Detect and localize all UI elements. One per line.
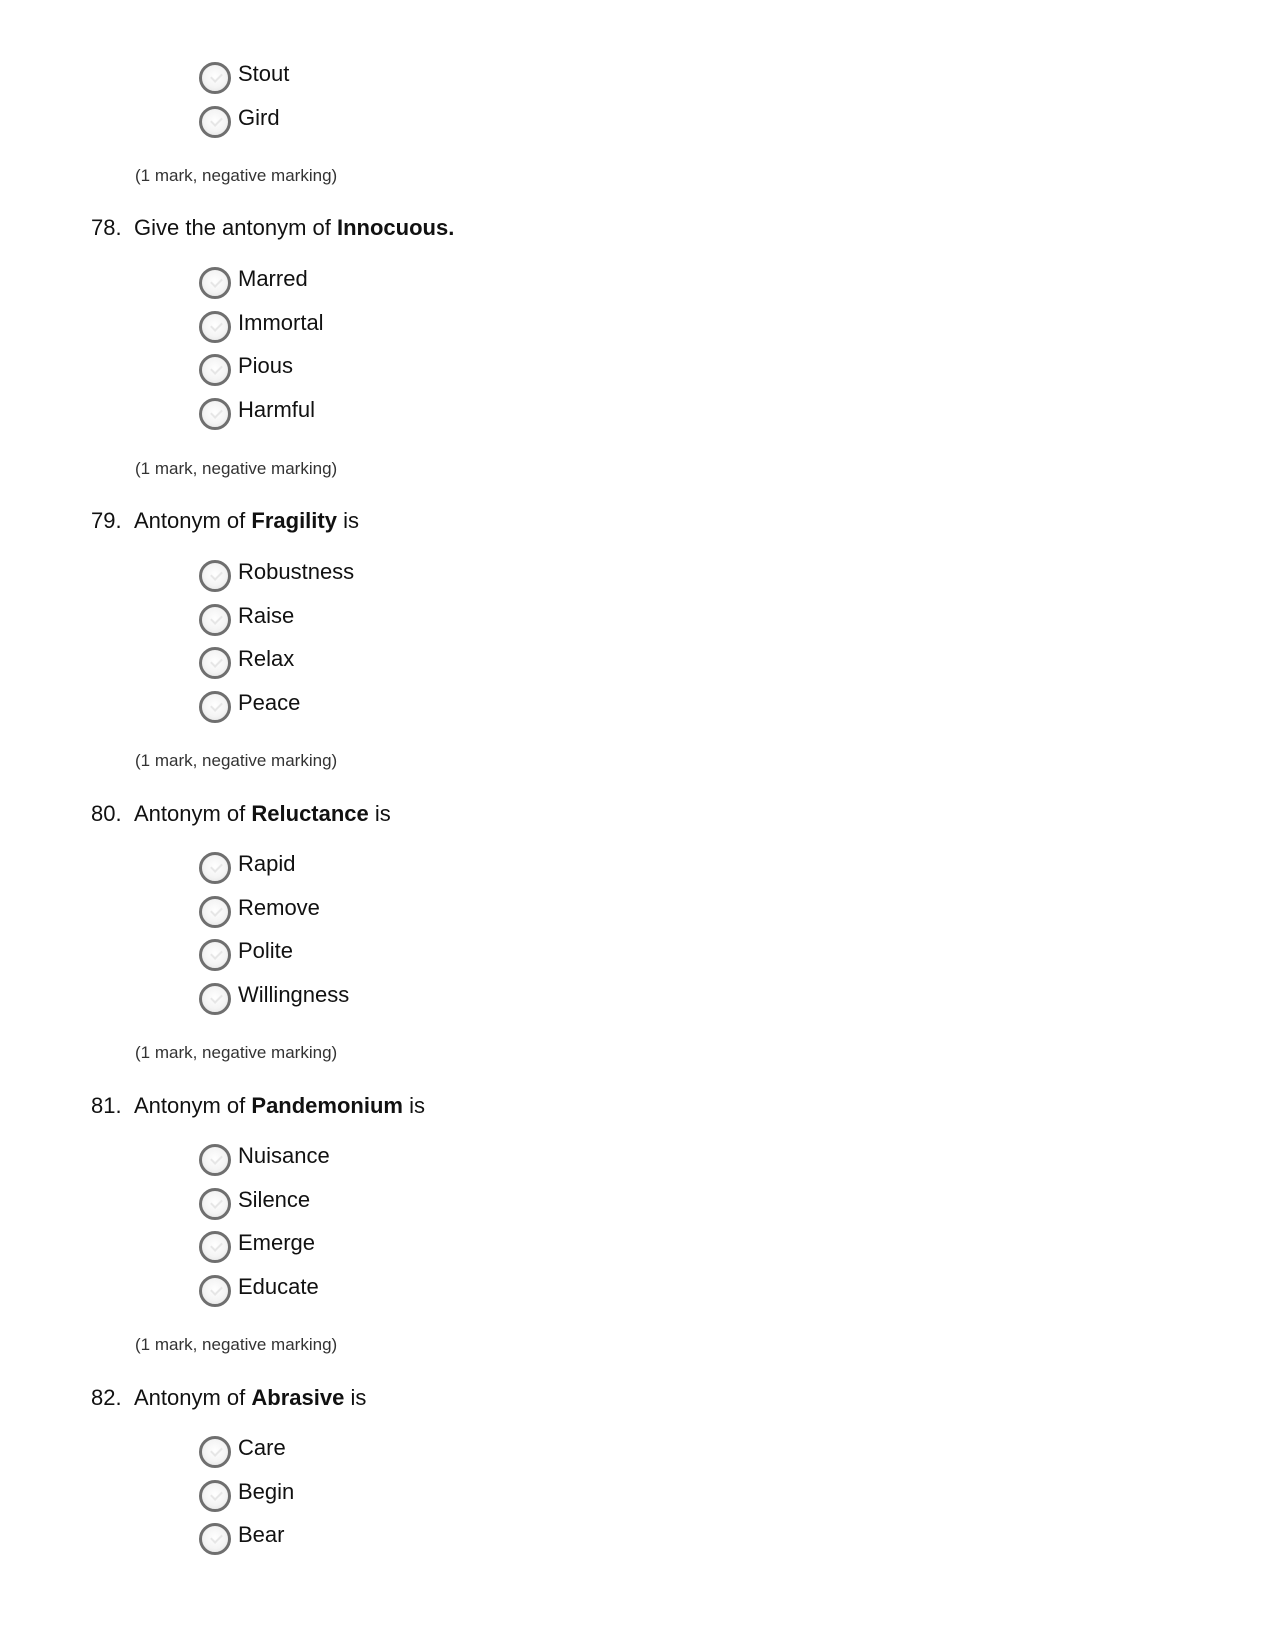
q78-option-1[interactable] (199, 265, 308, 301)
question-number: 80. (91, 801, 122, 826)
option-label: Begin (238, 1479, 295, 1504)
option-label: Stout (238, 61, 290, 86)
q80-option-1[interactable] (199, 850, 295, 886)
question-prefix: Antonym of (134, 801, 252, 826)
option-label: Pious (238, 353, 294, 378)
radio-button[interactable] (199, 983, 231, 1015)
option-label: Willingness (238, 982, 350, 1007)
radio-button[interactable] (199, 1188, 231, 1220)
question-prefix: Give the antonym of (134, 215, 337, 240)
q80-question (91, 801, 391, 827)
question-prefix: Antonym of (134, 1385, 252, 1410)
q79-option-2[interactable] (199, 602, 294, 638)
q79-option-1[interactable] (199, 558, 354, 594)
radio-button[interactable] (199, 62, 231, 94)
question-term: Abrasive (251, 1385, 345, 1410)
radio-button[interactable] (199, 1275, 231, 1307)
option-label: Immortal (238, 310, 324, 335)
option-label: Remove (238, 895, 320, 920)
option-label: Emerge (238, 1230, 316, 1255)
option-label: Relax (238, 646, 295, 671)
q82-option-1[interactable] (199, 1434, 286, 1470)
radio-button[interactable] (199, 1231, 231, 1263)
question-term: Fragility (251, 508, 337, 533)
q78-option-3[interactable] (199, 352, 293, 388)
q79-marks-note: (1 mark, negative marking) (135, 751, 338, 770)
radio-button[interactable] (199, 647, 231, 679)
radio-button[interactable] (199, 691, 231, 723)
radio-button[interactable] (199, 1480, 231, 1512)
radio-button[interactable] (199, 267, 231, 299)
radio-button[interactable] (199, 1523, 231, 1555)
radio-button[interactable] (199, 560, 231, 592)
q81-option-3[interactable] (199, 1229, 315, 1265)
q82-option-3[interactable] (199, 1521, 284, 1557)
radio-button[interactable] (199, 398, 231, 430)
q81-option-1[interactable] (199, 1142, 330, 1178)
question-number: 79. (91, 508, 122, 533)
radio-button[interactable] (199, 1436, 231, 1468)
question-suffix: is (336, 508, 359, 533)
question-suffix: is (368, 801, 391, 826)
question-prefix: Antonym of (134, 508, 252, 533)
option-label: Care (238, 1435, 286, 1460)
option-label: Polite (238, 938, 294, 963)
option-label: Silence (238, 1187, 311, 1212)
q81-option-2[interactable] (199, 1186, 310, 1222)
q80-option-2[interactable] (199, 894, 320, 930)
option-label: Raise (238, 603, 295, 628)
q81-marks-note: (1 mark, negative marking) (135, 1335, 338, 1354)
q78-marks-note: (1 mark, negative marking) (135, 459, 338, 478)
q81-option-4[interactable] (199, 1273, 319, 1309)
option-label: Robustness (238, 559, 355, 584)
question-term: Reluctance (251, 801, 369, 826)
question-number: 82. (91, 1385, 122, 1410)
radio-button[interactable] (199, 311, 231, 343)
q77-marks-note: (1 mark, negative marking) (135, 166, 338, 185)
q78-question (91, 215, 454, 241)
option-label: Bear (238, 1522, 285, 1547)
option-label: Gird (238, 105, 280, 130)
question-term: Innocuous. (337, 215, 455, 240)
q81-question (91, 1093, 425, 1119)
q77-option-gird[interactable] (199, 104, 280, 140)
radio-button[interactable] (199, 896, 231, 928)
q80-option-4[interactable] (199, 981, 349, 1017)
q78-option-4[interactable] (199, 396, 315, 432)
q77-option-stout[interactable] (199, 60, 289, 96)
q80-option-3[interactable] (199, 937, 293, 973)
q80-marks-note: (1 mark, negative marking) (135, 1043, 338, 1062)
option-label: Harmful (238, 397, 316, 422)
q78-option-2[interactable] (199, 309, 324, 345)
radio-button[interactable] (199, 106, 231, 138)
option-label: Educate (238, 1274, 319, 1299)
radio-button[interactable] (199, 852, 231, 884)
option-label: Rapid (238, 851, 296, 876)
radio-button[interactable] (199, 939, 231, 971)
radio-button[interactable] (199, 604, 231, 636)
q79-option-4[interactable] (199, 689, 300, 725)
option-label: Marred (238, 266, 308, 291)
question-prefix: Antonym of (134, 1093, 252, 1118)
q79-option-3[interactable] (199, 645, 294, 681)
q82-option-2[interactable] (199, 1478, 294, 1514)
q82-question (91, 1385, 366, 1411)
option-label: Peace (238, 690, 301, 715)
question-suffix: is (402, 1093, 425, 1118)
q79-question (91, 508, 359, 534)
option-label: Nuisance (238, 1143, 330, 1168)
question-term: Pandemonium (251, 1093, 403, 1118)
radio-button[interactable] (199, 1144, 231, 1176)
question-number: 81. (91, 1093, 122, 1118)
question-number: 78. (91, 215, 122, 240)
radio-button[interactable] (199, 354, 231, 386)
question-suffix: is (344, 1385, 367, 1410)
